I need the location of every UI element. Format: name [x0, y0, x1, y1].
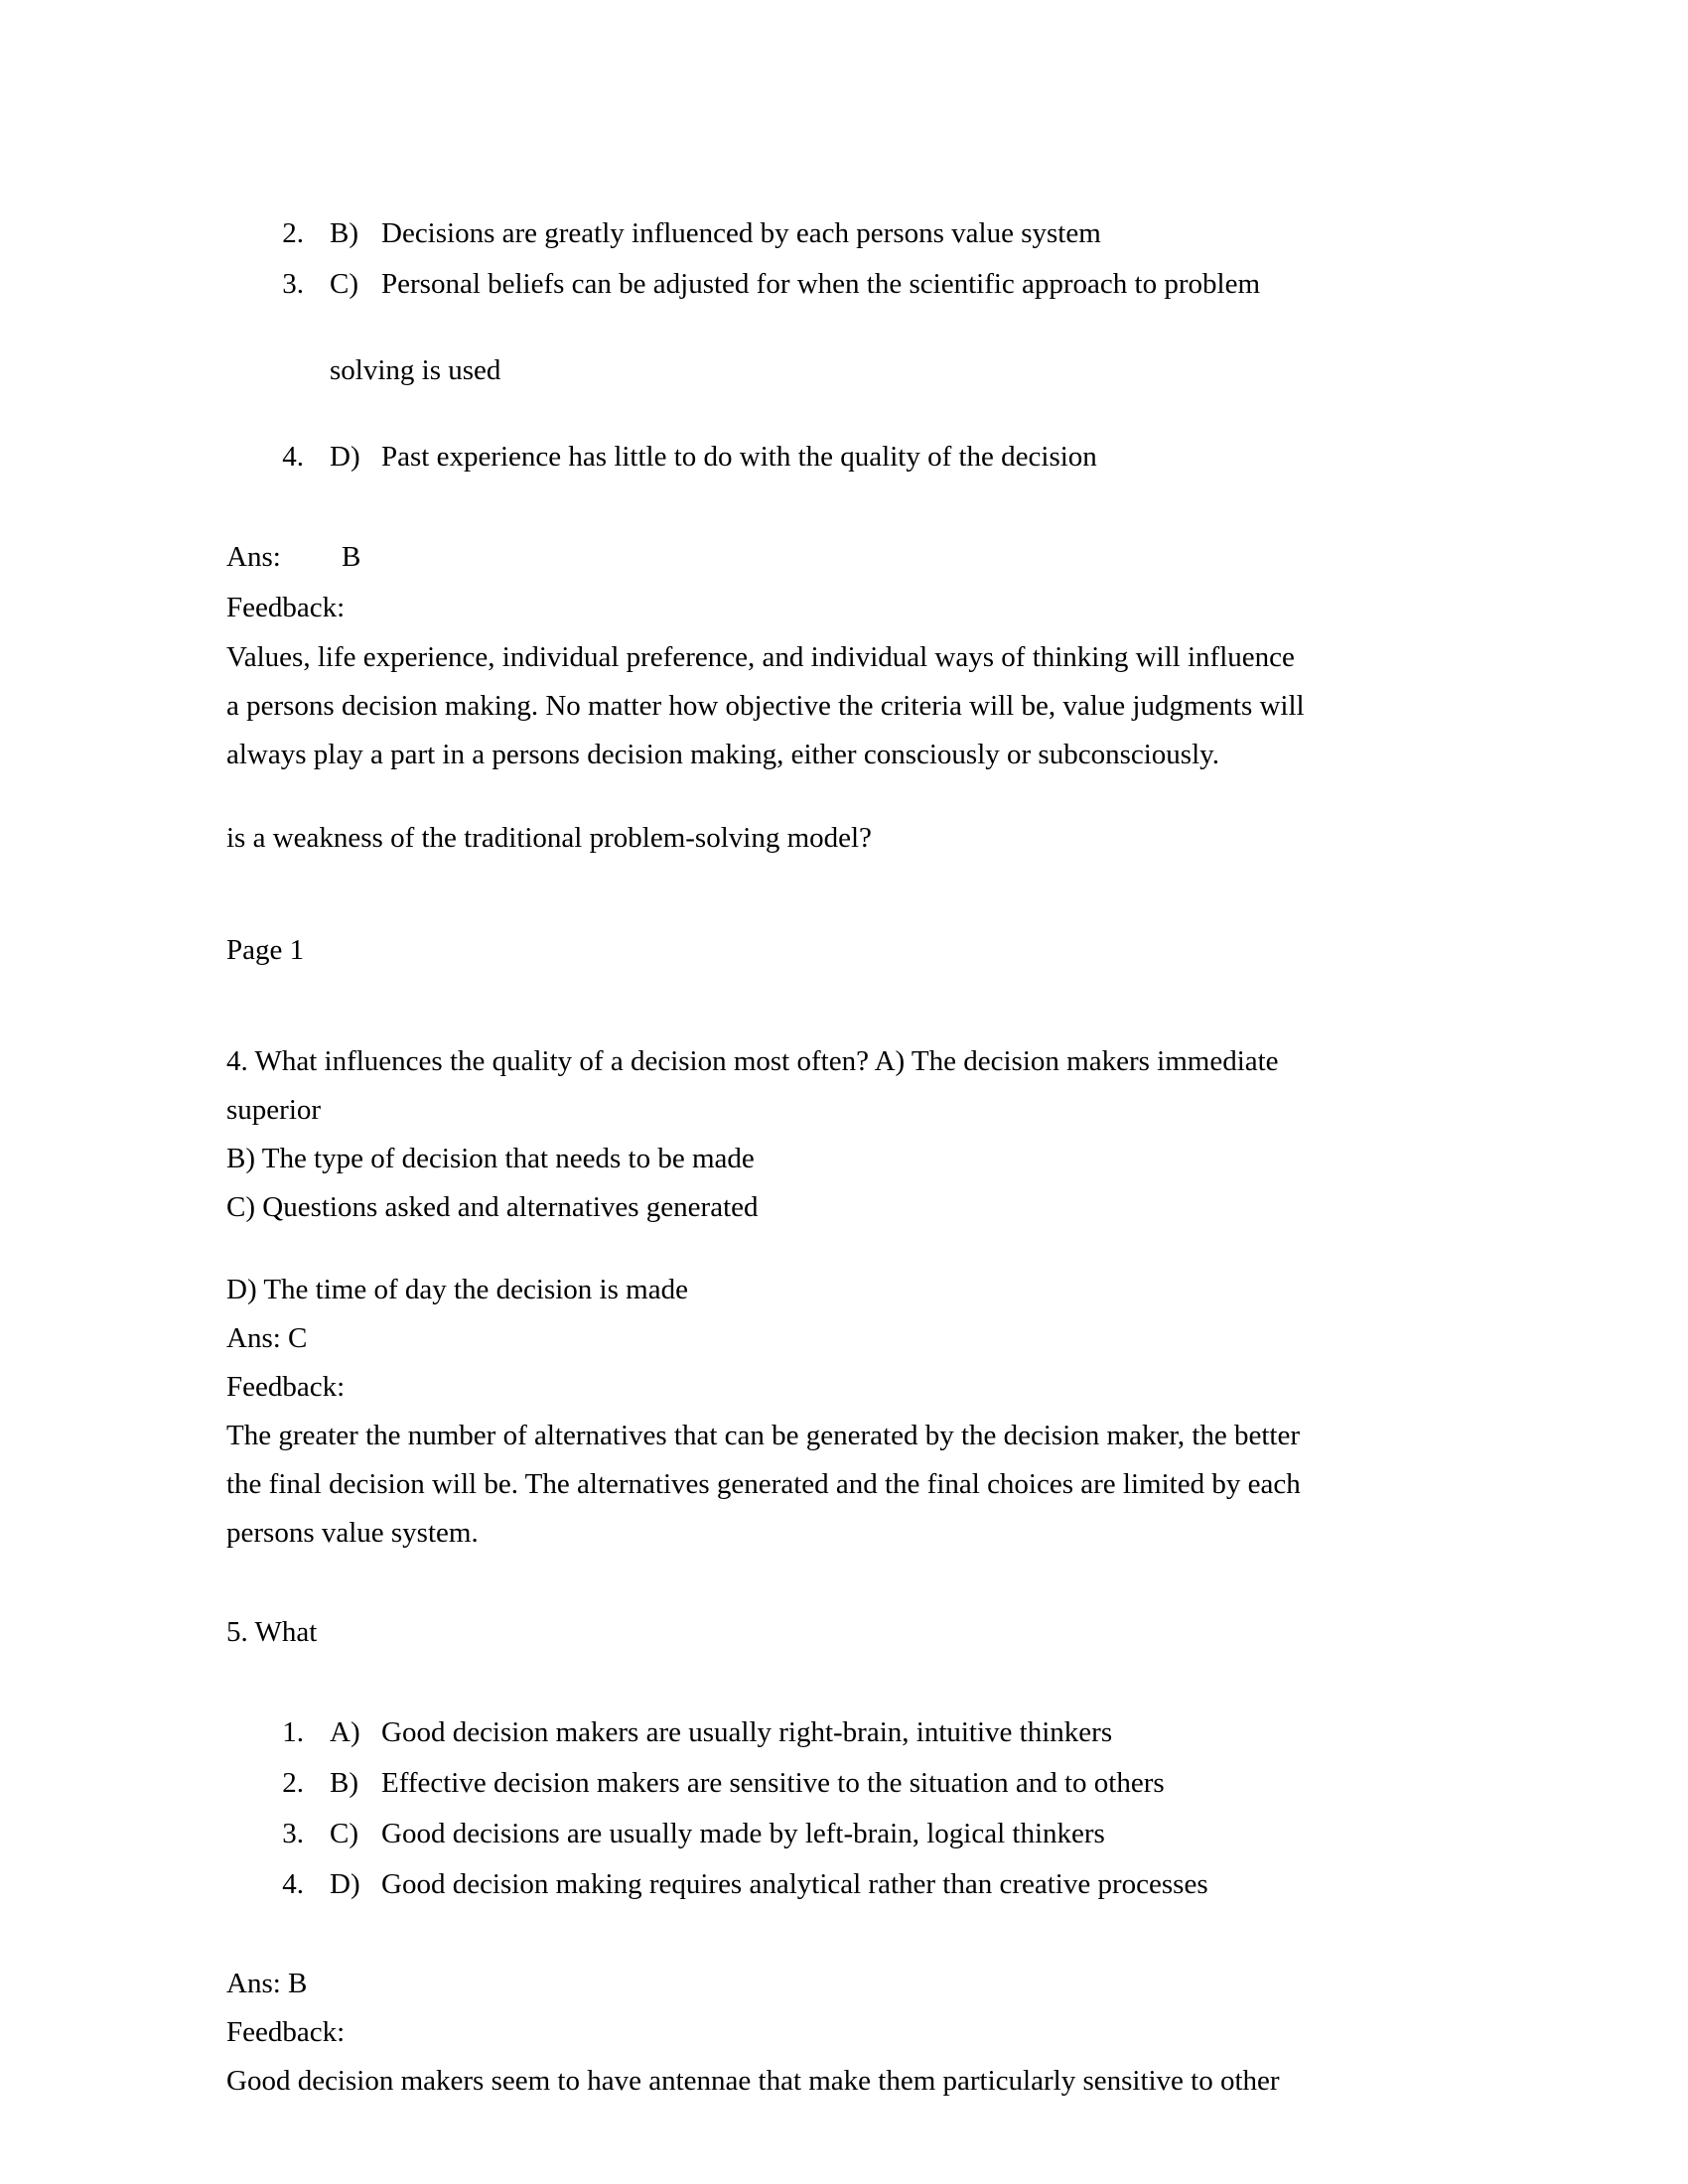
feedback-line: The greater the number of alternatives that can be generated by the decision maker, the better [226, 1420, 1301, 1451]
question-5-option-list [226, 1707, 1463, 1910]
feedback-label: Feedback: [226, 2016, 346, 2048]
spacer [226, 976, 1463, 1037]
option-continuation-text: solving is used [330, 354, 501, 386]
option-letter: D) [330, 1868, 360, 1900]
answer-line: Ans: B [226, 1968, 308, 1999]
feedback-paragraph [226, 1412, 1463, 1558]
option-letter: B) [330, 217, 358, 249]
option-line: C) Questions asked and alternatives generated [226, 1191, 759, 1223]
feedback-line: always play a part in a persons decision making, either consciously or subconsciously. [226, 739, 1220, 770]
option-line: D) The time of day the decision is made [226, 1274, 688, 1305]
feedback-line: the final decision will be. The alternatives generated and the final choices are limited by each [226, 1468, 1301, 1500]
feedback-line: persons value system. [226, 1517, 479, 1549]
feedback-line: Values, life experience, individual preference, and individual ways of thinking will influence [226, 641, 1295, 673]
question-stem-line: 4. What influences the quality of a decision most often? A) The decision makers immediate [226, 1045, 1279, 1077]
question-3-option-list-continued [226, 432, 1463, 482]
question-5-stem: 5. What [226, 1616, 318, 1648]
option-line: B) The type of decision that needs to be made [226, 1143, 755, 1174]
list-item-number: 2. [282, 1767, 304, 1799]
option-text: Decisions are greatly influenced by each persons value system [381, 217, 1101, 249]
list-item-number: 3. [282, 268, 304, 300]
feedback-paragraph [226, 633, 1463, 779]
list-item [226, 432, 1463, 482]
question-4-stem [226, 1037, 1463, 1135]
question-4-options [226, 1135, 1463, 1232]
option-text: Good decisions are usually made by left-brain, logical thinkers [381, 1818, 1105, 1849]
document-body [226, 208, 1463, 2106]
spacer [226, 1910, 1463, 1960]
list-item [226, 1758, 1463, 1809]
option-text: Good decision makers are usually right-brain, intuitive thinkers [381, 1716, 1113, 1748]
option-text: Past experience has little to do with the quality of the decision [381, 441, 1097, 473]
spacer [226, 1558, 1463, 1607]
answer-line: Ans: C [226, 1322, 308, 1354]
spacer [226, 1658, 1463, 1707]
list-item [226, 1859, 1463, 1910]
option-text: Personal beliefs can be adjusted for when the scientific approach to problem [381, 268, 1260, 300]
list-item-number: 4. [282, 1868, 304, 1900]
list-item [226, 259, 1463, 310]
option-text: Good decision making requires analytical rather than creative processes [381, 1868, 1208, 1900]
list-item-number: 1. [282, 1716, 304, 1748]
option-letter: B) [330, 1767, 358, 1799]
feedback-label: Feedback: [226, 1371, 346, 1403]
page-marker: Page 1 [226, 934, 305, 966]
list-item-number: 2. [282, 217, 304, 249]
spacer [226, 1232, 1463, 1266]
spacer [226, 482, 1463, 532]
spacer [226, 779, 1463, 813]
spacer [226, 864, 1463, 925]
feedback-line: Good decision makers seem to have antennae that make them particularly sensitive to other [226, 2065, 1280, 2097]
feedback-label: Feedback: [226, 592, 346, 623]
option-letter: D) [330, 441, 360, 473]
list-item [226, 1707, 1463, 1758]
option-text: Effective decision makers are sensitive to the situation and to others [381, 1767, 1165, 1799]
question-3-option-list [226, 208, 1463, 310]
list-item-number: 4. [282, 441, 304, 473]
option-letter: C) [330, 1818, 358, 1849]
list-item-number: 3. [282, 1818, 304, 1849]
option-letter: A) [330, 1716, 360, 1748]
list-item [226, 1809, 1463, 1859]
feedback-line: a persons decision making. No matter how objective the criteria will be, value judgments will [226, 690, 1305, 722]
answer-line: Ans: B [226, 541, 361, 573]
list-item [226, 208, 1463, 259]
question-stem-line: superior [226, 1094, 322, 1126]
option-letter: C) [330, 268, 358, 300]
orphan-question-stem: is a weakness of the traditional problem-solving model? [226, 822, 872, 854]
